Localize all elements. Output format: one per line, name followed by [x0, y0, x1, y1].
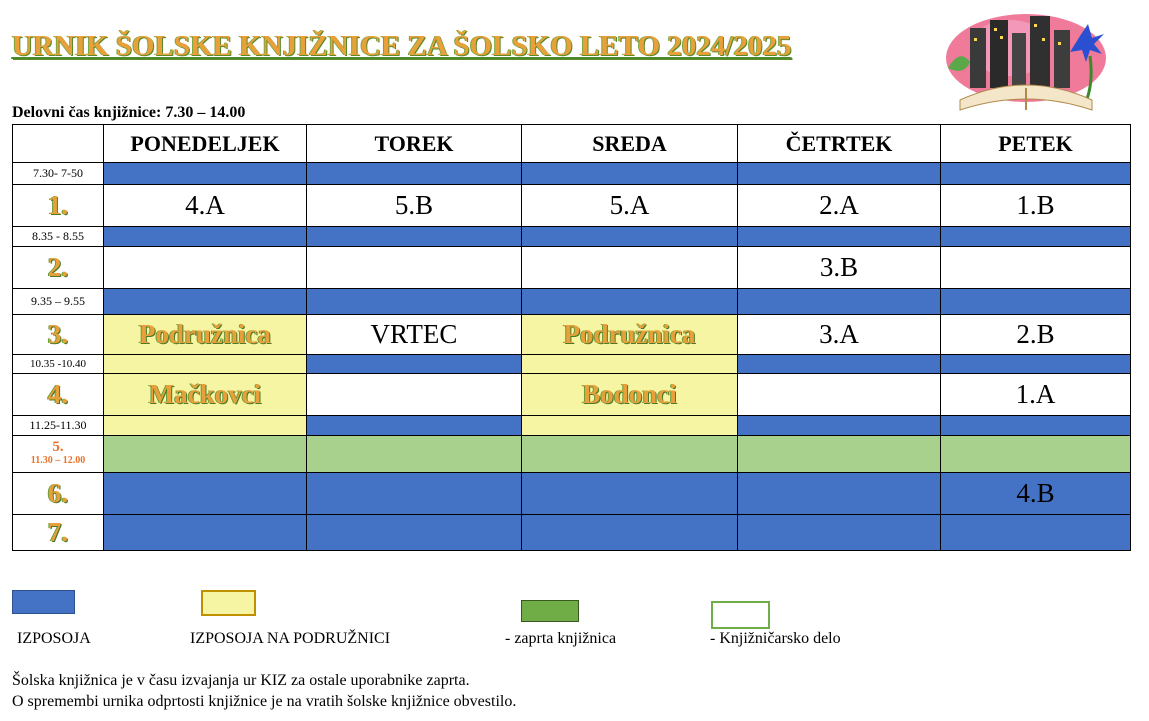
borrowing-cell — [522, 473, 738, 515]
legend-label-closed: - zaprta knjižnica — [505, 630, 617, 647]
closed-cell — [522, 436, 738, 473]
class-cell: 1.A — [941, 374, 1131, 416]
borrowing-cell — [738, 355, 941, 374]
table-row — [13, 247, 1131, 289]
borrowing-cell — [307, 416, 522, 436]
closed-cell — [941, 436, 1131, 473]
borrowing-cell — [941, 227, 1131, 247]
period-number: 1. — [13, 185, 104, 227]
borrowing-cell — [738, 515, 941, 551]
borrowing-cell — [738, 163, 941, 185]
page-title: URNIK ŠOLSKE KNJIŽNICE ZA ŠOLSKO LETO 2024/2025 — [12, 30, 792, 62]
borrowing-cell — [738, 289, 941, 315]
period-number — [13, 436, 104, 473]
period-number: 3. — [13, 315, 104, 355]
class-cell: 3.B — [738, 247, 941, 289]
class-cell: 3.A — [738, 315, 941, 355]
borrowing-cell — [104, 515, 307, 551]
note-line-2: O spremembi urnika odprtosti knjižnice je na vratih šolske knjižnice obvestilo. — [12, 693, 517, 710]
borrowing-cell — [941, 163, 1131, 185]
branch-cell: Podružnica — [522, 315, 738, 355]
day-friday: PETEK — [941, 125, 1131, 163]
borrowing-cell — [104, 163, 307, 185]
library-logo-illustration — [940, 8, 1112, 118]
period-five-label: 5. — [52, 439, 64, 455]
day-thursday: ČETRTEK — [738, 125, 941, 163]
branch-borrowing-cell — [104, 355, 307, 374]
class-cell: 2.A — [738, 185, 941, 227]
closed-cell — [738, 436, 941, 473]
period-number: 6. — [13, 473, 104, 515]
day-tuesday: TOREK — [307, 125, 522, 163]
day-monday: PONEDELJEK — [104, 125, 307, 163]
table-row — [13, 416, 1131, 436]
table-row — [13, 227, 1131, 247]
borrowing-cell — [104, 227, 307, 247]
table-row — [13, 163, 1131, 185]
class-cell: 4.A — [104, 185, 307, 227]
time-slot: 9.35 – 9.55 — [13, 289, 104, 315]
borrowing-cell — [738, 416, 941, 436]
borrowing-cell — [941, 515, 1131, 551]
borrowing-cell — [738, 473, 941, 515]
table-row — [13, 473, 1131, 515]
legend-swatch-closed — [521, 600, 579, 622]
empty-cell — [307, 374, 522, 416]
legend-label-librarian-work: - Knjižničarsko delo — [710, 630, 841, 647]
branch-cell: Bodonci — [522, 374, 738, 416]
branch-borrowing-cell — [522, 416, 738, 436]
class-cell: 2.B — [941, 315, 1131, 355]
borrowing-cell — [104, 473, 307, 515]
period-number: 7. — [13, 515, 104, 551]
borrowing-cell — [307, 473, 522, 515]
empty-cell — [941, 247, 1131, 289]
class-cell: 5.B — [307, 185, 522, 227]
empty-cell — [522, 247, 738, 289]
borrowing-cell — [307, 515, 522, 551]
borrowing-cell — [522, 163, 738, 185]
empty-cell — [307, 247, 522, 289]
table-row — [13, 436, 1131, 473]
time-slot: 10.35 -10.40 — [13, 355, 104, 374]
class-cell: 1.B — [941, 185, 1131, 227]
table-row — [13, 185, 1131, 227]
table-row — [13, 515, 1131, 551]
table-row — [13, 289, 1131, 315]
borrowing-cell — [941, 416, 1131, 436]
time-slot: 8.35 - 8.55 — [13, 227, 104, 247]
legend-swatch-branch-borrowing — [201, 590, 256, 616]
schedule-table — [12, 124, 1131, 551]
closed-cell — [104, 436, 307, 473]
legend-label-borrowing: IZPOSOJA — [17, 630, 91, 647]
borrowing-cell — [738, 227, 941, 247]
period-number: 4. — [13, 374, 104, 416]
borrowing-cell — [522, 227, 738, 247]
branch-borrowing-cell — [104, 416, 307, 436]
branch-borrowing-cell — [522, 355, 738, 374]
borrowing-cell — [307, 355, 522, 374]
borrowing-cell — [307, 289, 522, 315]
corner-cell — [13, 125, 104, 163]
legend-swatch-borrowing — [12, 590, 75, 614]
table-row — [13, 355, 1131, 374]
borrowing-cell — [522, 515, 738, 551]
borrowing-cell — [307, 227, 522, 247]
day-wednesday: SREDA — [522, 125, 738, 163]
branch-cell: Podružnica — [104, 315, 307, 355]
working-hours: Delovni čas knjižnice: 7.30 – 14.00 — [12, 104, 246, 121]
borrowing-cell — [104, 289, 307, 315]
table-row — [13, 315, 1131, 355]
empty-cell — [738, 374, 941, 416]
borrowing-cell — [941, 355, 1131, 374]
period-number: 2. — [13, 247, 104, 289]
time-slot: 11.25-11.30 — [13, 416, 104, 436]
table-row — [13, 374, 1131, 416]
class-cell: 5.A — [522, 185, 738, 227]
empty-cell — [104, 247, 307, 289]
borrowing-cell — [307, 163, 522, 185]
header-row — [13, 125, 1131, 163]
borrowing-cell — [941, 289, 1131, 315]
closed-cell — [307, 436, 522, 473]
class-cell: 4.B — [941, 473, 1131, 515]
period-five-time: 11.30 – 12.00 — [30, 455, 86, 466]
branch-cell: Mačkovci — [104, 374, 307, 416]
legend-label-branch-borrowing: IZPOSOJA NA PODRUŽNICI — [190, 630, 391, 647]
legend-swatch-librarian-work — [711, 601, 770, 629]
borrowing-cell — [522, 289, 738, 315]
class-cell: VRTEC — [307, 315, 522, 355]
note-line-1: Šolska knjižnica je v času izvajanja ur KIZ za ostale uporabnike zaprta. — [12, 672, 470, 689]
time-slot: 7.30- 7-50 — [13, 163, 104, 185]
